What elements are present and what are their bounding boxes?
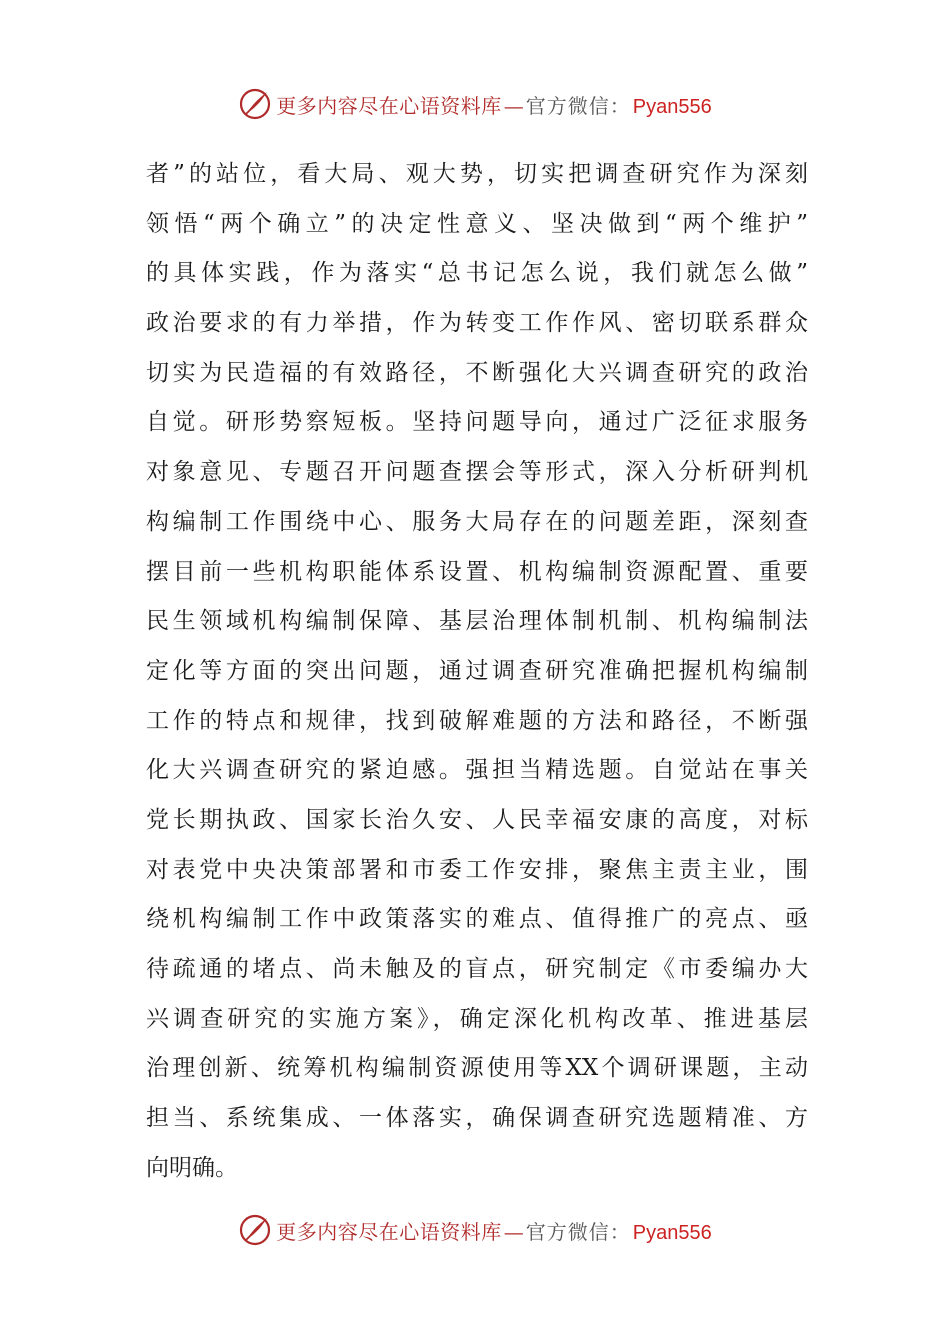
body-line: 者”的站位，看大局、观大势，切实把调查研究作为深刻 bbox=[146, 161, 808, 187]
body-line: 兴调查研究的实施方案》，确定深化机构改革、推进基层 bbox=[146, 1005, 808, 1032]
quill-logo-icon bbox=[238, 1213, 272, 1247]
body-line: 党长期执政、国家长治久安、人民幸福安康的高度，对标 bbox=[146, 806, 808, 833]
body-line: 对表党中央决策部署和市委工作安排，聚焦主责主业，围 bbox=[146, 856, 808, 883]
body-line: 民生领域机构编制保障、基层治理体制机制、机构编制法 bbox=[146, 608, 808, 635]
body-line: 政治要求的有力举措，作为转变工作作风、密切联系群众 bbox=[146, 310, 808, 337]
body-line: 绕机构编制工作中政策落实的难点、值得推广的亮点、亟 bbox=[146, 906, 808, 933]
body-line: 构编制工作围绕中心、服务大局存在的问题差距，深刻查 bbox=[146, 508, 808, 535]
body-line: 领悟“两个确立”的决定性意义、坚决做到“两个维护” bbox=[146, 210, 808, 237]
body-line: 摆目前一些机构职能体系设置、机构编制资源配置、重要 bbox=[146, 558, 808, 585]
body-line: 化大兴调查研究的紧迫感。强担当精选题。自觉站在事关 bbox=[146, 757, 808, 784]
document-body bbox=[146, 150, 808, 1193]
banner-dash: — bbox=[503, 1219, 524, 1244]
body-line: 切实为民造福的有效路径，不断强化大兴调查研究的政治 bbox=[146, 359, 808, 386]
body-line: 工作的特点和规律，找到破解难题的方法和路径，不断强 bbox=[146, 707, 808, 734]
banner-official-label: 官方微信： bbox=[525, 1219, 631, 1244]
body-line: 对象意见、专题召开问题查摆会等形式，深入分析研判机 bbox=[146, 459, 808, 486]
banner-wechat-id: Pyan556 bbox=[632, 95, 712, 118]
body-line: 治理创新、统筹机构编制资源使用等XX个调研课题，主动 bbox=[146, 1055, 808, 1082]
banner-dash: — bbox=[503, 93, 524, 118]
banner-brand-text: 更多内容尽在心语资料库 bbox=[276, 1219, 502, 1244]
body-line: 定化等方面的突出问题，通过调查研究准确把握机构编制 bbox=[146, 657, 808, 684]
header-banner bbox=[0, 84, 950, 124]
banner-official-label: 官方微信： bbox=[525, 93, 631, 118]
body-line: 待疏通的堵点、尚未触及的盲点，研究制定《市委编办大 bbox=[146, 956, 808, 982]
quill-logo-icon bbox=[238, 87, 272, 121]
banner-wechat-id: Pyan556 bbox=[632, 1221, 712, 1244]
footer-banner bbox=[0, 1210, 950, 1250]
body-line: 担当、系统集成、一体落实，确保调查研究选题精准、方 bbox=[146, 1105, 808, 1132]
body-line: 自觉。研形势察短板。坚持问题导向，通过广泛征求服务 bbox=[146, 409, 808, 436]
body-line: 的具体实践，作为落实“总书记怎么说，我们就怎么做” bbox=[146, 260, 808, 287]
body-line-last: 向明确。 bbox=[146, 1154, 238, 1181]
banner-brand-text: 更多内容尽在心语资料库 bbox=[276, 93, 502, 118]
